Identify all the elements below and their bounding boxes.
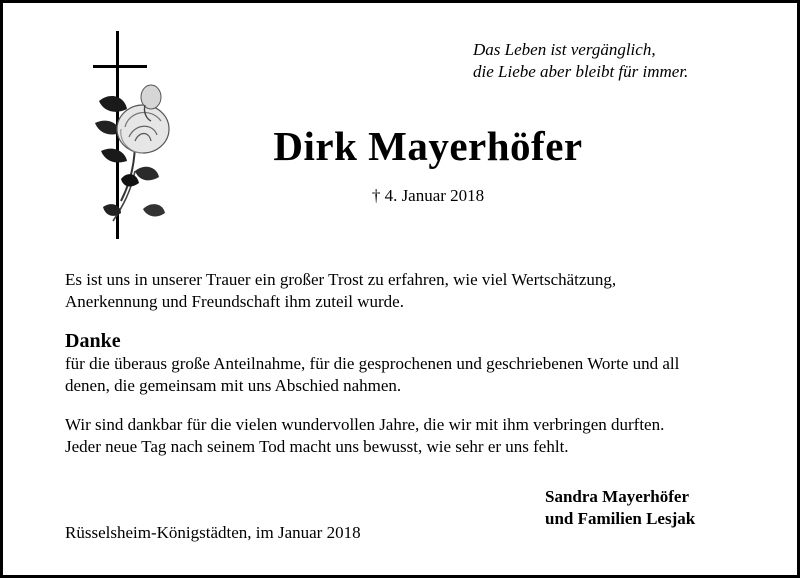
text-line: Wir sind dankbar für die vielen wundervollen Jahre, die wir mit ihm verbringen durften.: [65, 415, 665, 434]
motto-quote: [473, 39, 773, 83]
cross-with-rose-icon: [91, 31, 183, 243]
thanks-paragraph: [65, 269, 777, 313]
death-date: † 4. Januar 2018: [371, 186, 485, 205]
thanks-heading: Danke: [65, 330, 121, 352]
motto-line: Das Leben ist vergänglich,: [473, 40, 656, 59]
gratitude-paragraph: [65, 353, 777, 397]
text-line: Jeder neue Tag nach seinem Tod macht uns bewusst, wie sehr er uns fehlt.: [65, 437, 569, 456]
place-date: Rüsselsheim-Königstädten, im Januar 2018: [65, 523, 361, 542]
deceased-name: Dirk Mayerhöfer: [273, 123, 583, 169]
text-line: denen, die gemeinsam mit uns Abschied nahmen.: [65, 376, 402, 395]
signature: [545, 486, 775, 530]
motto-line: die Liebe aber bleibt für immer.: [473, 62, 689, 81]
text-line: Anerkennung und Freundschaft ihm zuteil wurde.: [65, 292, 404, 311]
signature-line: und Familien Lesjak: [545, 509, 696, 528]
closing-paragraph: [65, 414, 777, 458]
text-line: für die überaus große Anteilnahme, für die gesprochenen und geschriebenen Worte und all: [65, 354, 680, 373]
signature-line: Sandra Mayerhöfer: [545, 487, 690, 506]
text-line: Es ist uns in unserer Trauer ein großer Trost zu erfahren, wie viel Wertschätzung,: [65, 270, 617, 289]
